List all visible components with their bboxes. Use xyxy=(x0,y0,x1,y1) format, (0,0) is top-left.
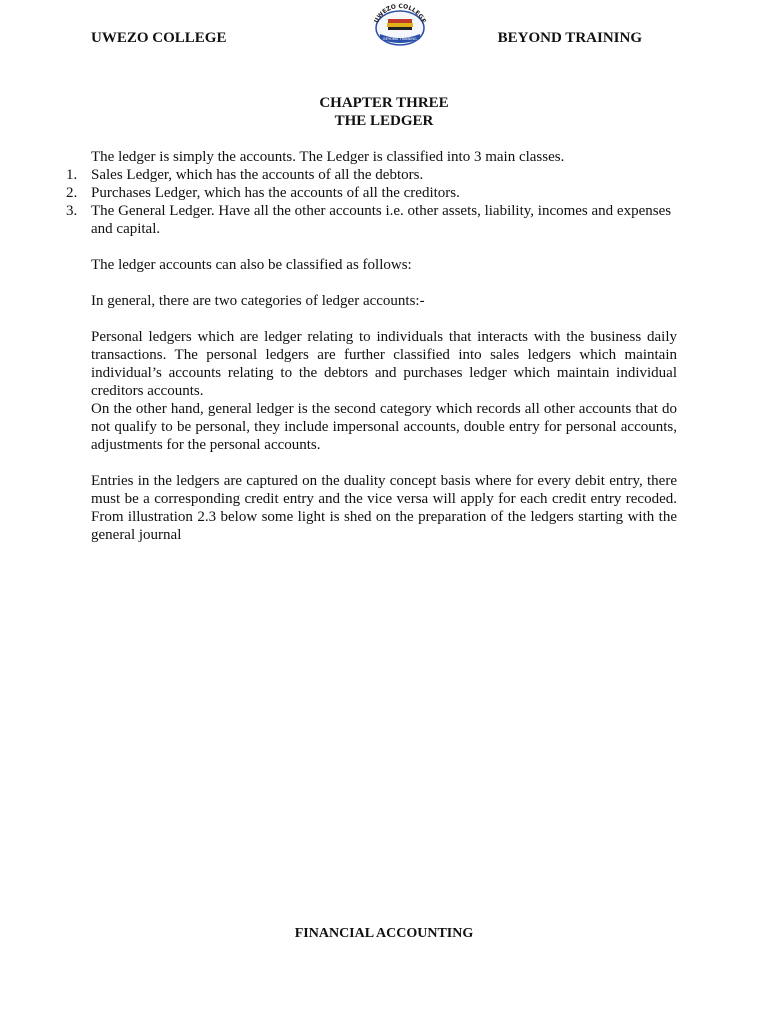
list-item xyxy=(66,202,677,238)
list-item-number: 3. xyxy=(66,203,78,219)
header-college-name: UWEZO COLLEGE xyxy=(91,30,227,46)
list-item-number: 2. xyxy=(66,185,78,201)
personal-ledger-paragraph: Personal ledgers which are ledger relating to individuals that interacts with the business daily transactions. The personal ledgers are further classified into sales ledgers which maintain individual’s accounts relating to the debtors and purchases ledger which maintain individual creditors accounts. xyxy=(91,329,677,399)
list-item-text: The General Ledger. Have all the other accounts i.e. other assets, liability, incomes and expenses and capital. xyxy=(91,203,672,237)
ledger-class-list xyxy=(66,166,677,238)
list-item xyxy=(66,184,677,202)
intro-paragraph: The ledger is simply the accounts. The Ledger is classified into 3 main classes. xyxy=(91,149,565,165)
college-logo-graphic xyxy=(368,2,432,46)
classified-paragraph: The ledger accounts can also be classified as follows: xyxy=(91,257,412,273)
list-item xyxy=(66,166,677,184)
document-body xyxy=(66,148,677,544)
logo-banner-text: BEYOND TRAINING xyxy=(383,37,417,41)
list-item-number: 1. xyxy=(66,167,78,183)
list-item-text: Purchases Ledger, which has the accounts of all the creditors. xyxy=(91,185,460,201)
page-footer: FINANCIAL ACCOUNTING xyxy=(294,926,474,941)
chapter-number: CHAPTER THREE xyxy=(319,95,449,111)
categories-paragraph: In general, there are two categories of ledger accounts:- xyxy=(91,293,425,309)
chapter-title: THE LEDGER xyxy=(334,113,434,129)
header-tagline: BEYOND TRAINING xyxy=(497,30,642,46)
chapter-heading xyxy=(0,94,768,130)
college-logo xyxy=(368,2,432,46)
logo-arc-text: UWEZO COLLEGE xyxy=(372,2,428,25)
general-ledger-paragraph: On the other hand, general ledger is the second category which records all other accounts that do not qualify to be personal, they include impersonal accounts, double entry for personal accounts, adjustments for the personal accounts. xyxy=(91,401,677,453)
entries-paragraph: Entries in the ledgers are captured on the duality concept basis where for every debit entry, there must be a corresponding credit entry and the vice versa will apply for each credit entry recoded. From illustration 2.3 below some light is shed on the preparation of the ledgers starting with the general journal xyxy=(91,473,677,543)
list-item-text: Sales Ledger, which has the accounts of all the debtors. xyxy=(91,167,424,183)
